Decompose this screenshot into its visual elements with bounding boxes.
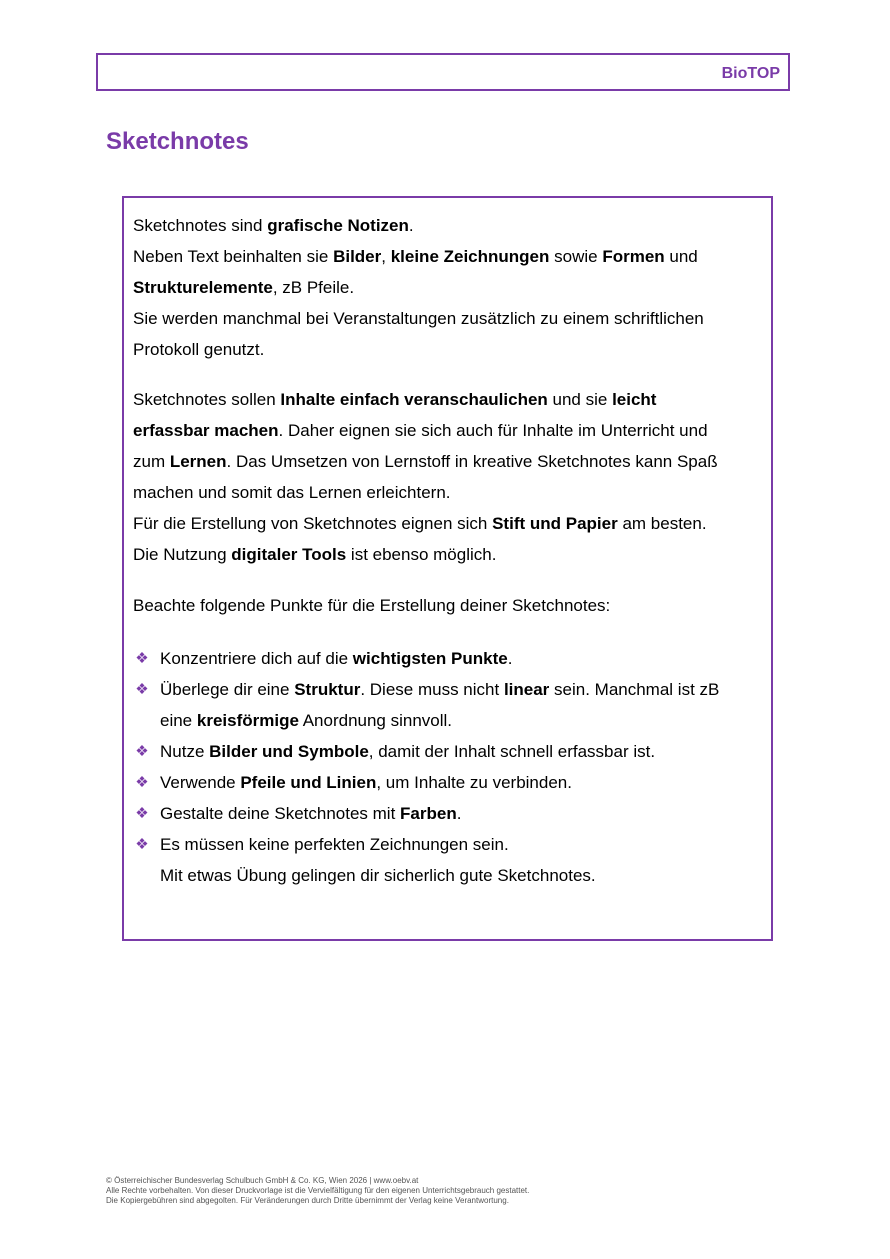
text-run: Nutze	[160, 742, 210, 761]
text-run: , um Inhalte zu verbinden.	[376, 773, 572, 792]
text-run: .	[507, 649, 513, 668]
text-line	[133, 508, 763, 539]
text-run: Verwende	[160, 773, 241, 792]
emphasis-text: Lernen	[169, 452, 227, 471]
text-run: . Diese muss nicht	[360, 680, 504, 699]
list-item	[133, 798, 763, 829]
text-line	[133, 590, 763, 621]
footer	[106, 1176, 529, 1206]
emphasis-text: Bilder und Symbole	[209, 742, 369, 761]
emphasis-text: digitaler Tools	[231, 545, 347, 564]
text-line	[160, 643, 763, 674]
footer-fees: Die Kopiergebühren sind abgegolten. Für Veränderungen durch Dritte übernimmt der Verlag keine Verantwortung.	[106, 1196, 509, 1205]
diamond-bullet-icon: ❖	[135, 681, 149, 698]
content-box	[122, 196, 773, 941]
text-run: Anordnung sinnvoll.	[298, 711, 453, 730]
text-run: . Daher eignen sie sich auch für Inhalte im Unterricht und	[278, 421, 708, 440]
emphasis-text: Farben	[400, 804, 457, 823]
text-line	[160, 798, 763, 829]
list-item	[133, 643, 763, 674]
page-title: Sketchnotes	[106, 128, 249, 155]
text-line	[160, 767, 763, 798]
text-run: und	[664, 247, 698, 266]
text-run: sowie	[549, 247, 603, 266]
text-run: sein. Manchmal ist zB	[549, 680, 720, 699]
text-run: .	[456, 804, 462, 823]
text-run: und sie	[547, 390, 613, 409]
text-run: Mit etwas Übung gelingen dir sicherlich gute Sketchnotes.	[160, 866, 596, 885]
text-run: zum	[133, 452, 170, 471]
text-run: eine	[160, 711, 197, 730]
text-run: , damit der Inhalt schnell erfassbar ist.	[368, 742, 656, 761]
list-item	[133, 767, 763, 798]
instruction-paragraph	[133, 590, 763, 621]
diamond-bullet-icon: ❖	[135, 743, 149, 760]
diamond-bullet-icon: ❖	[135, 774, 149, 791]
emphasis-text: kleine Zeichnungen	[390, 247, 550, 266]
text-run: Neben Text beinhalten sie	[133, 247, 334, 266]
text-line	[160, 829, 763, 860]
text-line	[160, 705, 763, 736]
text-run: Protokoll genutzt.	[133, 340, 265, 359]
text-line	[160, 860, 763, 891]
text-line	[133, 384, 763, 415]
emphasis-text: Bilder	[333, 247, 382, 266]
text-run: Konzentriere dich auf die	[160, 649, 353, 668]
text-line	[133, 303, 763, 334]
text-line	[133, 539, 763, 570]
text-run: ist ebenso möglich.	[346, 545, 497, 564]
text-line	[160, 674, 763, 705]
brand-label: BioTOP	[721, 65, 780, 82]
text-run: Sketchnotes sind	[133, 216, 268, 235]
text-run: Sie werden manchmal bei Veranstaltungen zusätzlich zu einem schriftlichen	[133, 309, 704, 328]
text-line	[160, 736, 763, 767]
text-run: .	[408, 216, 414, 235]
emphasis-text: Struktur	[294, 680, 361, 699]
emphasis-text: Pfeile und Linien	[240, 773, 377, 792]
text-run: ,	[381, 247, 391, 266]
text-run: am besten.	[617, 514, 707, 533]
text-line	[133, 272, 763, 303]
emphasis-text: leicht	[612, 390, 657, 409]
list-item	[133, 674, 763, 736]
emphasis-text: erfassbar machen	[133, 421, 279, 440]
intro-paragraph	[133, 210, 763, 365]
emphasis-text: Strukturelemente	[133, 278, 273, 297]
text-run: Für die Erstellung von Sketchnotes eignen sich	[133, 514, 493, 533]
text-run: Gestalte deine Sketchnotes mit	[160, 804, 401, 823]
footer-copyright: © Österreichischer Bundesverlag Schulbuch GmbH & Co. KG, Wien 2026 | www.oebv.at	[106, 1176, 419, 1185]
text-run: Die Nutzung	[133, 545, 232, 564]
emphasis-text: Inhalte einfach veranschaulichen	[280, 390, 548, 409]
emphasis-text: linear	[503, 680, 550, 699]
text-run: , zB Pfeile.	[272, 278, 355, 297]
text-run: Sketchnotes sollen	[133, 390, 281, 409]
list-item	[133, 829, 763, 891]
tips-list	[133, 643, 763, 891]
text-line	[133, 415, 763, 446]
purpose-paragraph	[133, 384, 763, 570]
text-run: Beachte folgende Punkte für die Erstellung deiner Sketchnotes:	[133, 596, 611, 615]
diamond-bullet-icon: ❖	[135, 650, 149, 667]
list-item	[133, 736, 763, 767]
header-box	[96, 53, 790, 91]
diamond-bullet-icon: ❖	[135, 836, 149, 853]
emphasis-text: grafische Notizen	[267, 216, 409, 235]
text-line	[133, 477, 763, 508]
text-run: . Das Umsetzen von Lernstoff in kreative Sketchnotes kann Spaß	[226, 452, 718, 471]
footer-rights: Alle Rechte vorbehalten. Von dieser Druckvorlage ist die Vervielfältigung für den eigenen Unterrichtsgebrauch gestattet.	[106, 1186, 530, 1195]
diamond-bullet-icon: ❖	[135, 805, 149, 822]
text-run: Überlege dir eine	[160, 680, 295, 699]
emphasis-text: kreisförmige	[196, 711, 299, 730]
text-line	[133, 241, 763, 272]
text-run: machen und somit das Lernen erleichtern.	[133, 483, 451, 502]
text-run: Es müssen keine perfekten Zeichnungen sein.	[160, 835, 509, 854]
text-line	[133, 334, 763, 365]
text-line	[133, 210, 763, 241]
emphasis-text: Formen	[602, 247, 665, 266]
emphasis-text: wichtigsten Punkte	[352, 649, 508, 668]
text-line	[133, 446, 763, 477]
emphasis-text: Stift und Papier	[492, 514, 618, 533]
